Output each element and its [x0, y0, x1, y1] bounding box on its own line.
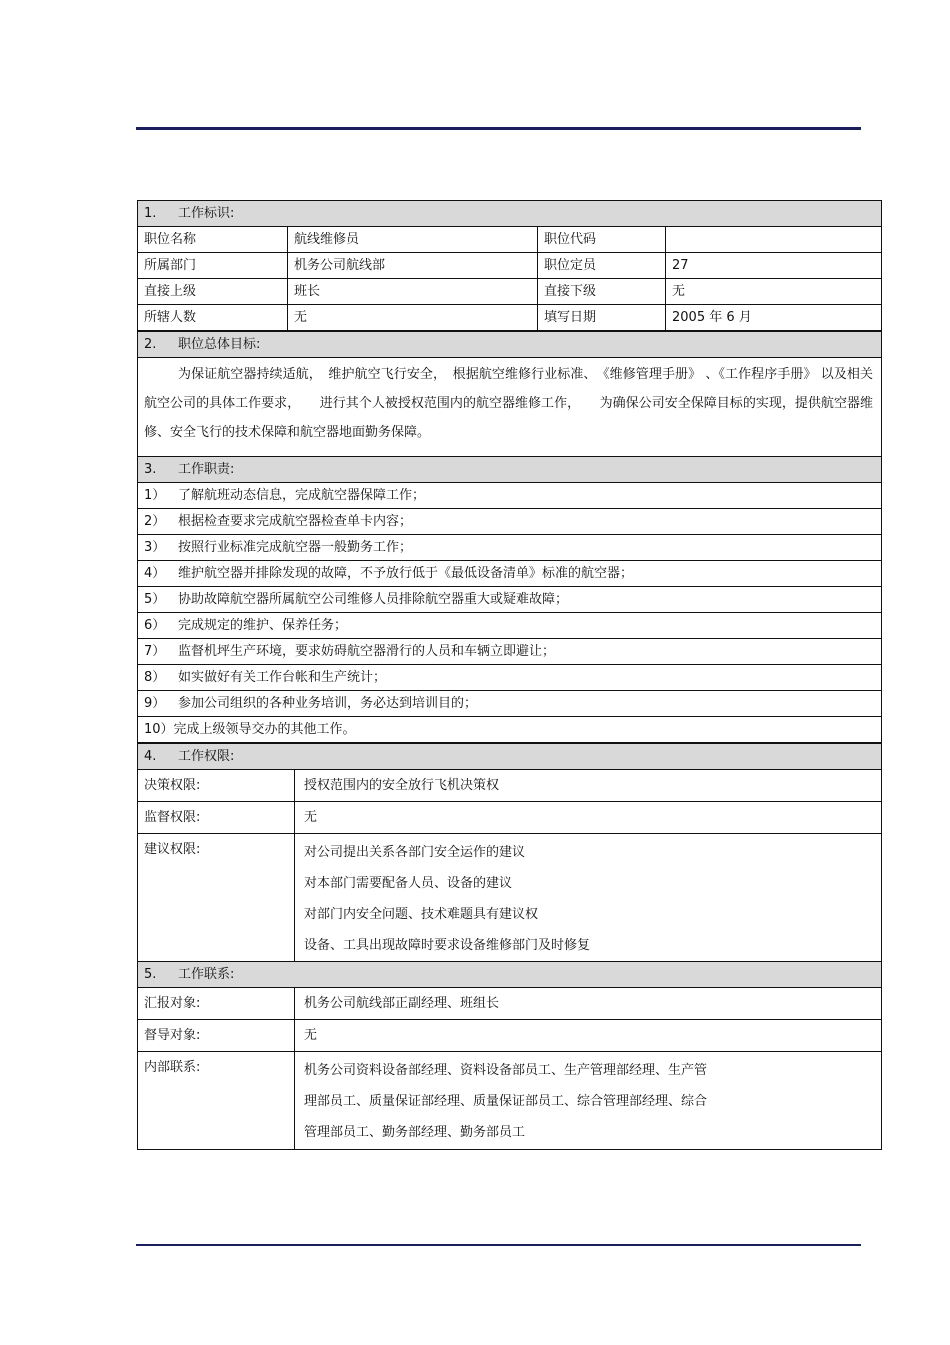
duty-item	[138, 587, 882, 613]
duty-number: 6）	[144, 618, 166, 633]
authority-suggestion-row	[138, 834, 882, 962]
duty-text: 参加公司组织的各种业务培训，务必达到培训目的；	[178, 696, 478, 711]
section-number: 2.	[144, 337, 157, 352]
duty-item	[138, 613, 882, 639]
section-title: 工作联系:	[178, 967, 235, 982]
field-label: 汇报对象:	[138, 988, 295, 1020]
identity-row	[138, 279, 882, 305]
authority-supervision-row	[138, 802, 882, 834]
field-value: 无	[295, 1020, 882, 1052]
field-label: 职位代码	[538, 227, 666, 253]
field-value: 班长	[288, 279, 538, 305]
section-number: 1.	[144, 206, 157, 221]
section-title: 工作标识:	[178, 206, 235, 221]
section-number: 4.	[144, 749, 157, 764]
duty-item	[138, 717, 882, 743]
field-label: 监督权限:	[138, 802, 295, 834]
field-value: 机务公司航线部	[288, 253, 538, 279]
duty-number: 2）	[144, 514, 166, 529]
suggestion-item: 对本部门需要配备人员、设备的建议	[304, 876, 513, 891]
suggestion-item: 对公司提出关系各部门安全运作的建议	[304, 845, 526, 860]
section-title: 工作权限:	[178, 749, 235, 764]
internal-contacts-line: 机务公司资料设备部经理、资料设备部员工、生产管理部经理、生产管	[304, 1063, 708, 1078]
authority-relations-table	[137, 743, 882, 1150]
duty-text: 根据检查要求完成航空器检查单卡内容；	[178, 514, 413, 529]
duty-item	[138, 639, 882, 665]
suggestion-list	[304, 834, 875, 961]
duty-number: 8）	[144, 670, 166, 685]
header-rule	[136, 127, 861, 130]
duty-text: 完成上级领导交办的其他工作。	[173, 722, 356, 737]
field-label: 职位名称	[138, 227, 288, 253]
field-value	[666, 227, 882, 253]
duty-number: 10）	[144, 722, 174, 737]
duty-number: 5）	[144, 592, 166, 607]
field-value: 无	[666, 279, 882, 305]
section-header-identity	[138, 201, 882, 227]
field-label: 所辖人数	[138, 305, 288, 331]
duty-number: 3）	[144, 540, 166, 555]
field-value: 航线维修员	[288, 227, 538, 253]
section-title: 工作职责:	[178, 462, 235, 477]
suggestion-item: 设备、工具出现故障时要求设备维修部门及时修复	[304, 938, 591, 953]
section-header-authority	[138, 744, 882, 770]
duty-text: 协助故障航空器所属航空公司维修人员排除航空器重大或疑难故障；	[178, 592, 569, 607]
internal-contacts-line: 管理部员工、勤务部经理、勤务部员工	[304, 1125, 526, 1140]
identity-row	[138, 305, 882, 331]
duty-item	[138, 535, 882, 561]
identity-row	[138, 253, 882, 279]
duty-item	[138, 509, 882, 535]
field-label: 所属部门	[138, 253, 288, 279]
goal-row	[138, 358, 882, 457]
field-label: 内部联系:	[138, 1052, 295, 1150]
field-label: 督导对象:	[138, 1020, 295, 1052]
field-label: 直接上级	[138, 279, 288, 305]
duty-text: 按照行业标准完成航空器一般勤务工作；	[178, 540, 413, 555]
identity-table	[137, 200, 882, 331]
duty-item	[138, 561, 882, 587]
field-label: 决策权限:	[138, 770, 295, 802]
identity-row	[138, 227, 882, 253]
field-value: 27	[666, 253, 882, 279]
relations-report-row	[138, 988, 882, 1020]
suggestion-item: 对部门内安全问题、技术难题具有建议权	[304, 907, 539, 922]
section-title: 职位总体目标:	[178, 337, 261, 352]
duty-text: 了解航班动态信息，完成航空器保障工作；	[178, 488, 426, 503]
duty-text: 完成规定的维护、保养任务；	[178, 618, 348, 633]
field-value: 无	[295, 802, 882, 834]
field-label: 建议权限:	[138, 834, 295, 962]
relations-internal-row	[138, 1052, 882, 1150]
field-value: 2005 年 6 月	[666, 305, 882, 331]
field-value: 机务公司航线部正副经理、班组长	[295, 988, 882, 1020]
duty-item	[138, 665, 882, 691]
section-number: 3.	[144, 462, 157, 477]
internal-contacts-line: 理部员工、质量保证部经理、质量保证部员工、综合管理部经理、综合	[304, 1094, 708, 1109]
duty-number: 9）	[144, 696, 166, 711]
goal-text: 为保证航空器持续适航， 维护航空飞行安全， 根据航空维修行业标准、 《维修管理手册》 、《工作程序手册》 以及相关航空公司的具体工作要求， 进行其个人被授权范围内的航空器维修工作， 为确保公司安全保障目标的实现，提供航空器维修、安全飞行的技术保障和航空器地面勤务保障。	[144, 367, 873, 440]
internal-contacts	[304, 1052, 875, 1148]
field-value: 无	[288, 305, 538, 331]
relations-supervise-row	[138, 1020, 882, 1052]
section-header-duties	[138, 457, 882, 483]
duty-number: 4）	[144, 566, 166, 581]
duty-text: 如实做好有关工作台帐和生产统计；	[178, 670, 387, 685]
field-label: 职位定员	[538, 253, 666, 279]
section-header-relations	[138, 962, 882, 988]
field-value: 授权范围内的安全放行飞机决策权	[295, 770, 882, 802]
duty-number: 1）	[144, 488, 166, 503]
duty-text: 维护航空器并排除发现的故障，不予放行低于《最低设备清单》标准的航空器；	[178, 566, 634, 581]
goal-duties-table	[137, 331, 882, 743]
duty-text: 监督机坪生产环境，要求妨碍航空器滑行的人员和车辆立即避让；	[178, 644, 556, 659]
section-header-goal	[138, 332, 882, 358]
duty-number: 7）	[144, 644, 166, 659]
field-label: 直接下级	[538, 279, 666, 305]
footer-rule	[136, 1244, 861, 1246]
job-description-form	[137, 200, 882, 1150]
section-number: 5.	[144, 967, 157, 982]
duty-item	[138, 691, 882, 717]
duty-item	[138, 483, 882, 509]
authority-decision-row	[138, 770, 882, 802]
field-label: 填写日期	[538, 305, 666, 331]
